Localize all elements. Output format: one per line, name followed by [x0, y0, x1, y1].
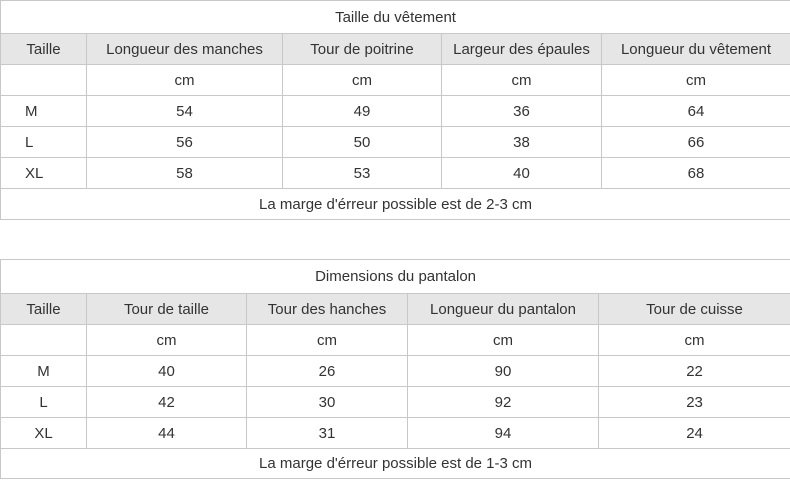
table-cell: 23	[599, 387, 790, 418]
size-label: M	[1, 96, 87, 127]
unit-cell: cm	[442, 65, 602, 96]
table-cell: 30	[247, 387, 408, 418]
table-cell: 68	[602, 158, 790, 189]
unit-cell	[1, 65, 87, 96]
unit-cell: cm	[602, 65, 790, 96]
header-garment-length: Longueur du vêtement	[602, 34, 790, 65]
header-hips: Tour des hanches	[247, 294, 408, 325]
table-cell: 38	[442, 127, 602, 158]
error-margin-note: La marge d'érreur possible est de 2-3 cm	[1, 189, 790, 220]
table-cell: 31	[247, 418, 408, 449]
table-row	[1, 356, 790, 387]
table-cell: 66	[602, 127, 790, 158]
table-cell: 64	[602, 96, 790, 127]
table-cell: 54	[87, 96, 283, 127]
size-label: L	[1, 387, 87, 418]
header-size: Taille	[1, 294, 87, 325]
table-cell: 50	[283, 127, 442, 158]
table-row	[1, 387, 790, 418]
table-cell: 44	[87, 418, 247, 449]
table-row	[1, 418, 790, 449]
table-cell: 90	[408, 356, 599, 387]
table-cell: 22	[599, 356, 790, 387]
table-row	[1, 96, 790, 127]
garment-table-title: Taille du vêtement	[1, 1, 790, 34]
table-cell: 94	[408, 418, 599, 449]
table-cell: 42	[87, 387, 247, 418]
unit-cell: cm	[87, 65, 283, 96]
header-waist: Tour de taille	[87, 294, 247, 325]
header-size: Taille	[1, 34, 87, 65]
unit-row	[1, 65, 790, 96]
error-margin-note: La marge d'érreur possible est de 1-3 cm	[1, 449, 790, 479]
unit-cell: cm	[247, 325, 408, 356]
size-label: XL	[1, 418, 87, 449]
size-label: XL	[1, 158, 87, 189]
table-row	[1, 127, 790, 158]
unit-cell: cm	[87, 325, 247, 356]
table-cell: 56	[87, 127, 283, 158]
unit-row	[1, 325, 790, 356]
table-cell: 24	[599, 418, 790, 449]
table-cell: 26	[247, 356, 408, 387]
unit-cell: cm	[283, 65, 442, 96]
table-row	[1, 158, 790, 189]
unit-cell	[1, 325, 87, 356]
header-pants-length: Longueur du pantalon	[408, 294, 599, 325]
pants-size-table	[0, 259, 790, 479]
table-cell: 53	[283, 158, 442, 189]
unit-cell: cm	[599, 325, 790, 356]
table-cell: 36	[442, 96, 602, 127]
header-shoulder-width: Largeur des épaules	[442, 34, 602, 65]
size-label: L	[1, 127, 87, 158]
table-cell: 40	[442, 158, 602, 189]
table-cell: 49	[283, 96, 442, 127]
size-label: M	[1, 356, 87, 387]
header-sleeve-length: Longueur des manches	[87, 34, 283, 65]
table-cell: 92	[408, 387, 599, 418]
table-cell: 40	[87, 356, 247, 387]
unit-cell: cm	[408, 325, 599, 356]
pants-table-title: Dimensions du pantalon	[1, 260, 790, 294]
header-chest: Tour de poitrine	[283, 34, 442, 65]
table-cell: 58	[87, 158, 283, 189]
garment-size-table	[0, 0, 790, 220]
header-thigh: Tour de cuisse	[599, 294, 790, 325]
